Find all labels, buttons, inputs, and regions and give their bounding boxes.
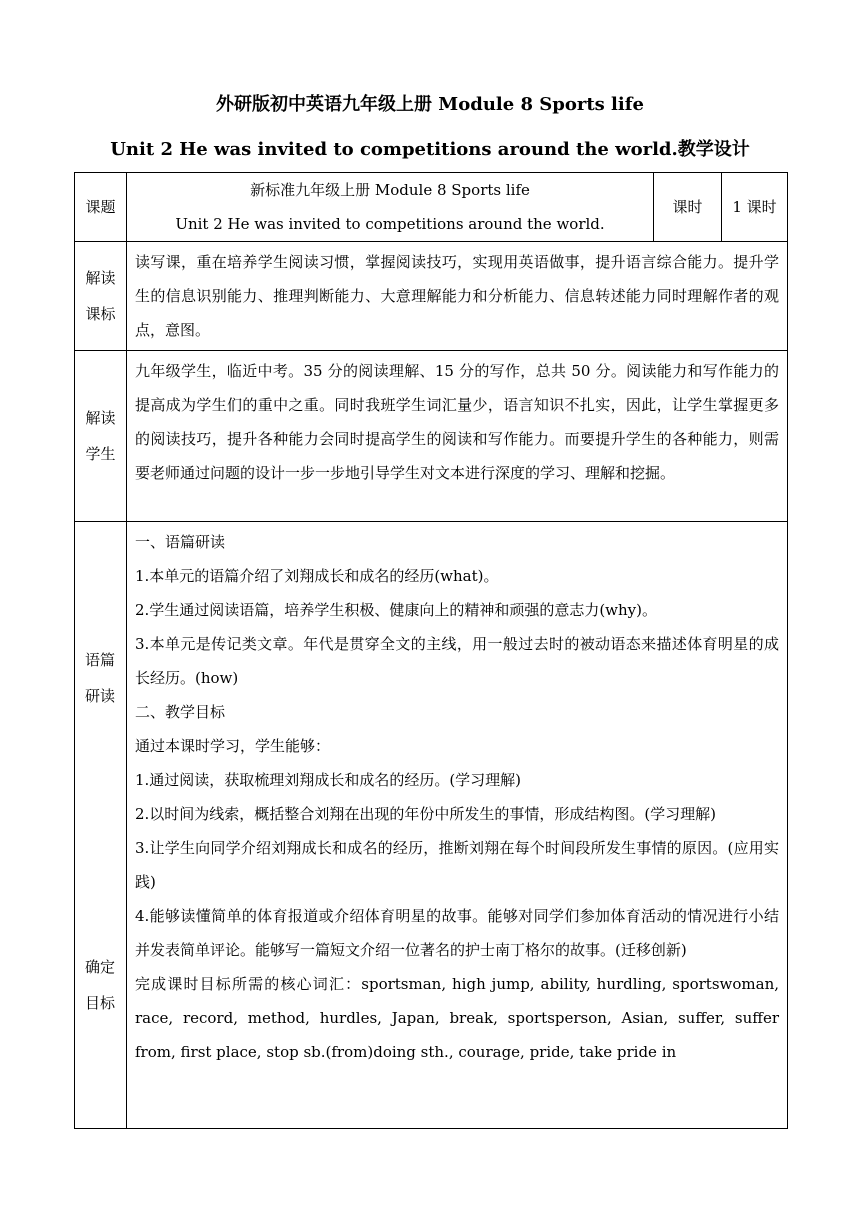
paragraph: 1.通过阅读，获取梳理刘翔成长和成名的经历。(学习理解) (135, 771, 522, 789)
students-content-cell (127, 351, 788, 522)
row-curriculum-standard (75, 242, 788, 351)
period-value: 1 课时 (732, 198, 777, 216)
paragraph: 一、语篇研读 (135, 533, 226, 551)
standard-content-cell (127, 242, 788, 351)
paragraph: 通过本课时学习，学生能够： (135, 737, 331, 755)
standard-text: 读写课，重在培养学生阅读习惯，掌握阅读技巧，实现用英语做事，提升语言综合能力。提升学生的信息识别能力、推理判断能力、大意理解能力和分析能力、信息转述能力同时理解作者的观点，意图。 (135, 253, 779, 339)
text-study-label: 语篇研读 (84, 651, 115, 705)
topic-label: 课题 (85, 198, 116, 216)
paragraph: 3.本单元是传记类文章。年代是贯穿全文的主线，用一般过去时的被动语态来描述体育明星的成长经历。(how) (135, 635, 779, 687)
standard-label: 解读课标 (85, 269, 116, 323)
paragraph: 二、教学目标 (135, 703, 226, 721)
paragraph: 完成课时目标所需的核心词汇：sportsman, high jump, ability, hurdling, sportswoman, race, record, method, hurdles, Japan, break, sportsperson, Asian, suffer, suffer from, first place, stop sb.(from)doing sth., courage, pride, take pride in (135, 975, 779, 1061)
period-value-cell (722, 173, 788, 242)
paragraph: 3.让学生向同学介绍刘翔成长和成名的经历，推断刘翔在每个时间段所发生事情的原因。(应用实践) (135, 839, 779, 891)
paragraph: 2.学生通过阅读语篇，培养学生积极、健康向上的精神和顽强的意志力(why)。 (135, 601, 657, 619)
period-label: 课时 (672, 198, 703, 216)
row-text-study-goals (75, 522, 788, 1129)
students-text: 九年级学生，临近中考。35 分的阅读理解、15 分的写作，总共 50 分。阅读能力和写作能力的提高成为学生们的重中之重。同时我班学生词汇量少，语言知识不扎实，因此，让学生掌握更多的阅读技巧，提升各种能力会同时提高学生的阅读和写作能力。而要提升学生的各种能力，则需要老师通过问题的设计一步一步地引导学生对文本进行深度的学习、理解和挖掘。 (135, 362, 779, 482)
standard-label-cell (75, 242, 127, 351)
paragraph: 4.能够读懂简单的体育报道或介绍体育明星的故事。能够对同学们参加体育活动的情况进行小结并发表简单评论。能够写一篇短文介绍一位著名的护士南丁格尔的故事。(迁移创新) (135, 907, 779, 959)
topic-content-cell (127, 173, 654, 242)
document-title: 外研版初中英语九年级上册 Module 8 Sports life (216, 94, 644, 115)
topic-label-cell (75, 173, 127, 242)
row-topic (75, 173, 788, 242)
goals-label: 确定目标 (84, 958, 115, 1012)
row-students (75, 351, 788, 522)
paragraph: 1.本单元的语篇介绍了刘翔成长和成名的经历(what)。 (135, 567, 499, 585)
students-label: 解读学生 (85, 409, 116, 463)
topic-line-1: 新标准九年级上册 Module 8 Sports life (250, 181, 530, 199)
topic-line-2: Unit 2 He was invited to competitions around the world. (175, 215, 605, 233)
paragraph: 2.以时间为线索，概括整合刘翔在出现的年份中所发生的事情，形成结构图。(学习理解) (135, 805, 717, 823)
goals-content-cell (127, 522, 788, 1129)
lesson-plan-table (74, 172, 788, 1129)
students-label-cell (75, 351, 127, 522)
period-label-cell (654, 173, 722, 242)
goals-label-cell (75, 522, 127, 1129)
document-subtitle: Unit 2 He was invited to competitions around the world.教学设计 (110, 139, 750, 160)
